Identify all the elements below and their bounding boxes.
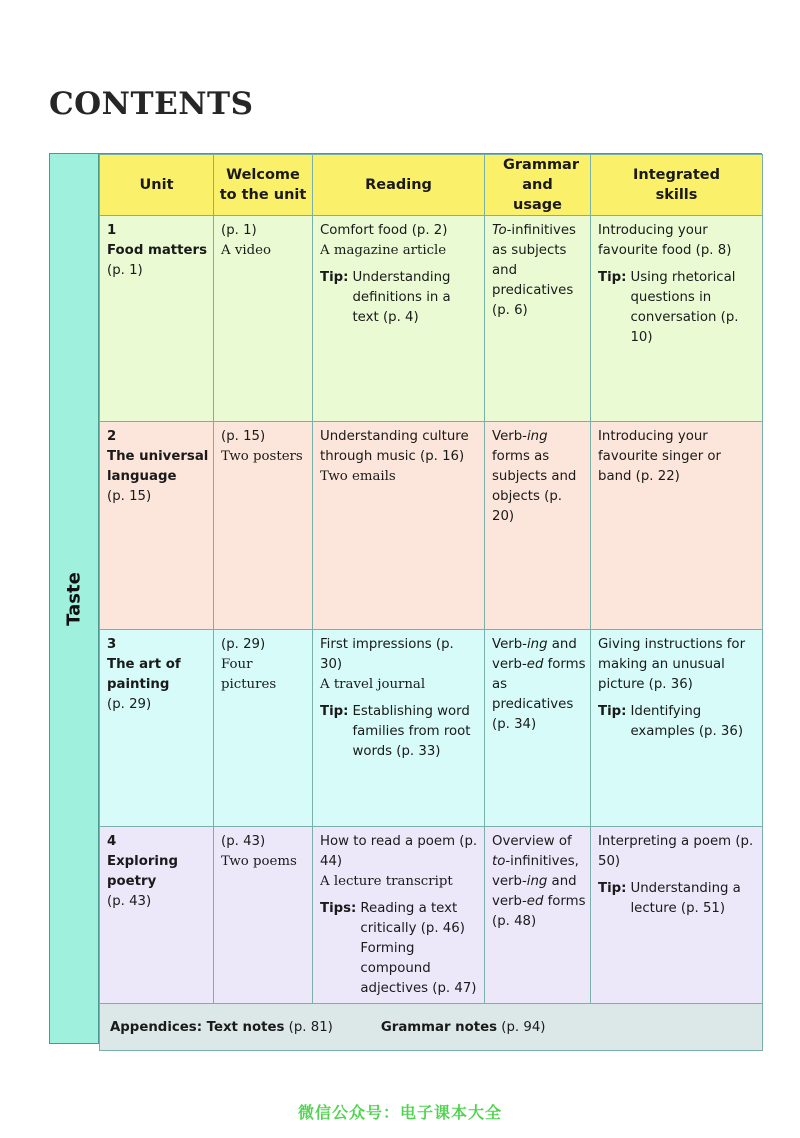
welcome-text: Two poems [221,854,297,869]
unit-cell [100,827,214,1004]
unit-cell [100,422,214,630]
unit-cell [100,630,214,827]
theme-label: Taste [63,572,85,626]
tip-label: Tips: [320,901,357,916]
header-skills: Integrated skills [591,155,763,216]
skills-title: Giving instructions for making an unusual picture (p. 36) [598,637,746,692]
skills-title: Introducing your favourite food (p. 8) [598,223,732,258]
grammar-italic: ed [526,657,544,672]
unit-row [100,422,763,630]
grammar-text: and verb- [492,637,577,672]
grammar-cell [485,827,591,1004]
contents-table [99,154,763,1051]
welcome-cell [214,216,313,422]
reading-cell [313,827,485,1004]
skills-title: Interpreting a poem (p. 50) [598,834,754,869]
welcome-page: (p. 43) [221,834,266,849]
skills-title: Introducing your favourite singer or band (p. 22) [598,429,722,484]
tip-text: Using rhetorical questions in conversation (p. 10) [630,270,739,345]
reading-cell [313,216,485,422]
reading-text-type: A lecture transcript [320,874,453,889]
grammar-text: Overview of [492,834,572,849]
grammar-cell [485,422,591,630]
unit-number: 1 [107,223,117,238]
tip-text: Forming compound adjectives (p. 47) [360,941,477,996]
tip-label: Tip: [598,270,627,285]
reading-text-type: A magazine article [320,243,447,258]
grammar-italic: to [492,854,506,869]
grammar-cell [485,216,591,422]
appendix-text-notes-page: (p. 81) [284,1019,333,1035]
grammar-text: Verb- [492,637,527,652]
reading-cell [313,422,485,630]
header-reading: Reading [313,155,485,216]
welcome-cell [214,422,313,630]
reading-tips [320,899,480,999]
reading-title: First impressions (p. 30) [320,637,454,672]
unit-row [100,827,763,1004]
appendix-row [100,1004,763,1051]
theme-sidebar [50,154,99,1043]
unit-page: (p. 1) [107,263,143,278]
grammar-italic: ing [526,637,548,652]
welcome-cell [214,827,313,1004]
reading-text-type: Two emails [320,469,396,484]
grammar-text: forms (p. 48) [492,894,586,929]
unit-page: (p. 29) [107,697,152,712]
reading-tip [320,268,480,328]
tip-text: Understanding definitions in a text (p. 4) [352,270,451,325]
grammar-italic: To [492,223,507,238]
skills-cell [591,827,763,1004]
tip-text: Reading a text critically (p. 46) [360,901,465,936]
appendix-grammar-notes-page: (p. 94) [497,1019,546,1035]
header-grammar: Grammar and usage [485,155,591,216]
grammar-text: Verb- [492,429,527,444]
tip-label: Tip: [320,704,349,719]
welcome-page: (p. 1) [221,223,257,238]
grammar-text: forms as predicatives (p. 34) [492,657,586,732]
grammar-italic: ing [526,874,548,889]
skills-cell [591,630,763,827]
grammar-cell [485,630,591,827]
welcome-text: Two posters [221,449,303,464]
welcome-text: A video [221,243,271,258]
welcome-page: (p. 15) [221,429,266,444]
tip-text: Understanding a lecture (p. 51) [630,881,741,916]
unit-page: (p. 15) [107,489,152,504]
skills-cell [591,422,763,630]
grammar-italic: ed [526,894,544,909]
footer-watermark: 微信公众号：电子课本大全 [297,1103,502,1122]
unit-number: 2 [107,429,117,444]
unit-page: (p. 43) [107,894,152,909]
reading-tip [320,702,480,762]
unit-row [100,216,763,422]
welcome-page: (p. 29) [221,637,266,652]
skills-tip [598,268,758,348]
skills-tip [598,879,758,919]
reading-title: Comfort food (p. 2) [320,223,448,238]
welcome-cell [214,630,313,827]
grammar-text: -infinitives as subjects and predicatives (p. 6) [492,223,576,318]
tip-label: Tip: [598,704,627,719]
reading-title: How to read a poem (p. 44) [320,834,478,869]
header-row [100,155,763,216]
header-welcome: Welcome to the unit [214,155,313,216]
unit-name: Exploring poetry [107,854,178,889]
header-unit: Unit [100,155,214,216]
unit-name: Food matters [107,243,207,258]
grammar-text: forms as subjects and objects (p. 20) [492,449,577,524]
welcome-text: Four pictures [221,657,277,692]
tip-label: Tip: [320,270,349,285]
tip-text: Identifying examples (p. 36) [630,704,744,739]
grammar-text: and verb- [492,874,577,909]
appendix-grammar-notes-label: Grammar notes [380,1019,498,1035]
tip-label: Tip: [598,881,627,896]
unit-cell [100,216,214,422]
reading-text-type: A travel journal [320,677,426,692]
unit-name: The art of painting [107,657,181,692]
unit-name: The universal language [107,449,209,484]
unit-number: 4 [107,834,117,849]
unit-row [100,630,763,827]
skills-tip [598,702,758,742]
grammar-text: -infinitives, verb- [492,854,579,889]
tip-text: Establishing word families from root words (p. 33) [352,704,471,759]
page-title: CONTENTS [49,86,254,122]
contents-table-frame [49,153,762,1044]
unit-number: 3 [107,637,117,652]
grammar-italic: ing [526,429,548,444]
reading-cell [313,630,485,827]
reading-title: Understanding culture through music (p. 16) [320,429,469,464]
appendix-text-notes-label: Appendices: Text notes [110,1019,285,1035]
appendix-cell [100,1004,763,1051]
skills-cell [591,216,763,422]
